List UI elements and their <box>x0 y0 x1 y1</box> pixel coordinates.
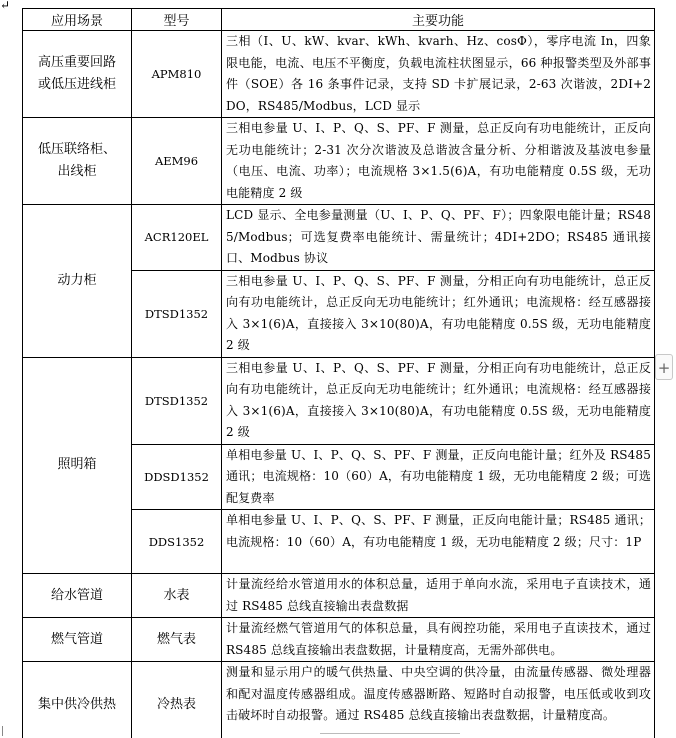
model-cell: 燃气表 <box>132 618 222 662</box>
model-cell: AEM96 <box>132 118 222 205</box>
function-cell: 计量流经燃气管道用气的体积总量，具有阀控功能，采用电子直读技术，通过 RS485 总线直接输出表盘数据，计量精度高，无需外部供电。 <box>222 618 655 662</box>
function-table <box>22 8 655 738</box>
function-cell: 三相电参量 U、I、P、Q、S、PF、F 测量，分相正向有功电能统计，总正反向有功电能统计，总正反向无功电能统计；红外通讯；电流规格：经互感器接入 3×1(6)A，直接接入 3×10(80)A，有功电能精度 0.5S 级，无功电能精度 2 级 <box>222 270 655 357</box>
function-cell: 三相电参量 U、I、P、Q、S、PF、F 测量，总正反向有功电能统计，正反向无功电能统计；2-31 次分次谐波及总谐波含量分析、分相谐波及基波电参量（电压、电流、功率）；电流规格 3×1.5(6)A，有功电能精度 0.5S 级，无功电能精度 2 级 <box>222 118 655 205</box>
page-divider <box>320 733 460 734</box>
scene-cell: 集中供冷供热 <box>23 662 132 738</box>
paragraph-mark: ↵ <box>0 0 11 12</box>
model-cell: DTSD1352 <box>132 270 222 357</box>
model-cell: ACR120EL <box>132 205 222 271</box>
model-cell: DDSD1352 <box>132 444 222 510</box>
table-row <box>23 205 655 271</box>
function-cell: LCD 显示、全电参量测量（U、I、P、Q、PF、F）；四象限电能计量；RS485/Modbus；可选复费率电能统计、需量统计；4DI+2DO；RS485 通讯接口、Modbus 协议 <box>222 205 655 271</box>
table-row <box>23 357 655 444</box>
model-cell: DDS1352 <box>132 510 222 574</box>
model-cell: DTSD1352 <box>132 357 222 444</box>
scene-cell: 照明箱 <box>23 357 132 574</box>
table-row <box>23 118 655 205</box>
model-cell: 水表 <box>132 574 222 618</box>
header-scene: 应用场景 <box>23 9 132 31</box>
table-header-row <box>23 9 655 31</box>
scene-cell: 给水管道 <box>23 574 132 618</box>
header-model: 型号 <box>132 9 222 31</box>
table-row <box>23 31 655 118</box>
header-function: 主要功能 <box>222 9 655 31</box>
text-cursor <box>2 726 4 736</box>
model-cell: 冷热表 <box>132 662 222 738</box>
scene-cell: 低压联络柜、出线柜 <box>23 118 132 205</box>
table-row <box>23 662 655 738</box>
scene-cell: 高压重要回路或低压进线柜 <box>23 31 132 118</box>
function-cell: 测量和显示用户的暖气供热量、中央空调的供冷量，由流量传感器、微处理器和配对温度传感器组成。温度传感器断路、短路时自动报警，电压低或收到攻击破坏时自动报警。通过 RS485 总线直接输出表盘数据，计量精度高。 <box>222 662 655 738</box>
function-cell: 三相电参量 U、I、P、Q、S、PF、F 测量，分相正向有功电能统计，总正反向有功电能统计，总正反向无功电能统计；红外通讯；电流规格：经互感器接入 3×1(6)A，直接接入 3×10(80)A，有功电能精度 0.5S 级，无功电能精度 2 级 <box>222 357 655 444</box>
table-row <box>23 574 655 618</box>
scene-cell: 燃气管道 <box>23 618 132 662</box>
function-cell: 计量流经给水管道用水的体积总量，适用于单向水流，采用电子直读技术，通过 RS485 总线直接输出表盘数据 <box>222 574 655 618</box>
function-cell: 单相电参量 U、I、P、Q、S、PF、F 测量，正反向电能计量；RS485 通讯；电流规格：10（60）A，有功电能精度 1 级，无功电能精度 2 级；尺寸：1P <box>222 510 655 574</box>
function-cell: 单相电参量 U、I、P、Q、S、PF、F 测量，正反向电能计量；红外及 RS485 通讯；电流规格：10（60）A，有功电能精度 1 级，无功电能精度 2 级；可选配复费率 <box>222 444 655 510</box>
table-row <box>23 618 655 662</box>
scene-cell: 动力柜 <box>23 205 132 358</box>
add-row-button[interactable]: + <box>655 354 673 380</box>
function-cell: 三相（I、U、kW、kvar、kWh、kvarh、Hz、cosΦ），零序电流 In，四象限电能，电流、电压不平衡度，负载电流柱状图显示，66 种报警类型及外部事件（SOE）各 16 条事件记录，支持 SD 卡扩展记录，2-63 次谐波，2DI+2DO，RS485/Modbus，LCD 显示 <box>222 31 655 118</box>
model-cell: APM810 <box>132 31 222 118</box>
